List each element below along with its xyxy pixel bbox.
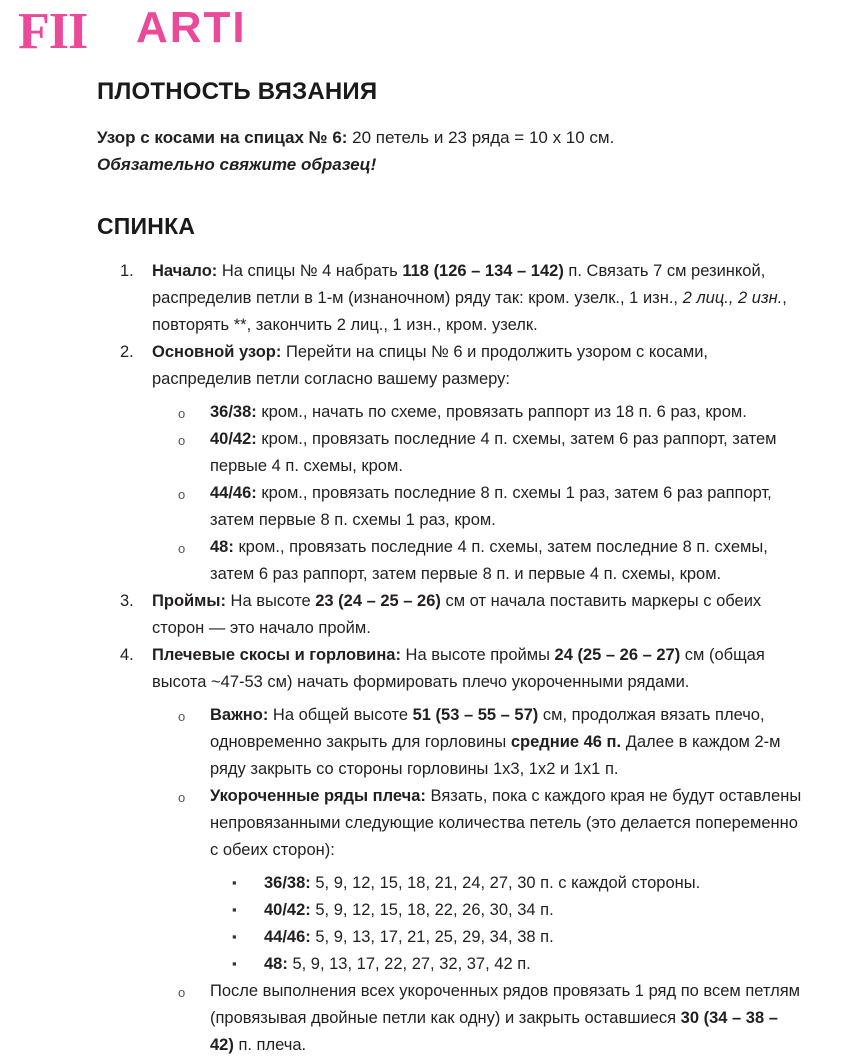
list-item-text: см, продолжая вязать плечо, одновременно закрыть для горловины	[210, 706, 765, 751]
list-item-text: На общей высоте	[268, 706, 413, 724]
logo-primary-text: FII	[18, 3, 88, 60]
circle-bullet-icon: o	[178, 433, 186, 448]
list-item-bold: средние 46 п.	[510, 733, 622, 751]
list-item	[232, 951, 804, 978]
circle-bullet-icon: o	[178, 985, 186, 1000]
circle-bullet-icon: o	[178, 541, 186, 556]
instructions-list	[0, 258, 849, 1059]
list-item-body	[152, 642, 800, 696]
size-values: 5, 9, 12, 15, 18, 21, 24, 27, 30 п. с каждой стороны.	[310, 874, 701, 892]
square-bullet-icon: ▪	[232, 875, 237, 890]
list-item-body	[210, 426, 802, 480]
list-item	[120, 588, 800, 642]
list-item-bold: 118 (126 – 134 – 142)	[402, 262, 564, 280]
list-item-body	[264, 897, 804, 924]
list-item-text: кром., провязать последние 4 п. схемы, затем 6 раз раппорт, затем первые 4 п. схемы, кром.	[210, 430, 777, 475]
list-item-body	[210, 978, 802, 1059]
list-item	[232, 870, 804, 897]
list-item-text: см от начала поставить маркеры с обеих сторон — это начало пройм.	[152, 592, 762, 637]
list-item-text: кром., провязать последние 4 п. схемы, затем последние 8 п. схемы, затем 6 раз раппорт, затем первые 8 п. и первые 4 п. схемы, кром.	[210, 538, 768, 583]
list-marker: 1.	[120, 262, 134, 280]
list-marker: 3.	[120, 592, 134, 610]
list-item	[178, 702, 802, 783]
gauge-value: 20 петель и 23 ряда = 10 x 10 см.	[347, 128, 615, 147]
list-item-text: кром., провязать последние 8 п. схемы 1 раз, затем 6 раз раппорт, затем первые 8 п. схемы 1 раз, кром.	[210, 484, 772, 529]
list-item-body	[152, 339, 800, 393]
list-item-body	[210, 534, 802, 588]
list-item-text: После выполнения всех укороченных рядов провязать 1 ряд по всем петлям (провязывая двойные петли как одну) и закрыть оставшиеся	[210, 982, 800, 1027]
list-item-text: На высоте проймы	[400, 646, 555, 664]
list-item-lead: 48:	[210, 538, 234, 556]
list-item	[178, 480, 802, 534]
list-item-body	[210, 480, 802, 534]
size-values: 5, 9, 13, 17, 21, 25, 29, 34, 38 п.	[310, 928, 554, 946]
list-item-text: п. Связать 7 см резинкой, распределив петли в 1-м (изнаночном) ряду так: кром. узелк., 1 изн.,	[152, 262, 766, 307]
list-item-bold: 23 (24 – 25 – 26)	[315, 592, 441, 610]
list-item-body	[152, 588, 800, 642]
list-item-text: Перейти на спицы № 6 и продолжить узором с косами, распределив петли согласно вашему размеру:	[152, 343, 708, 388]
list-item	[120, 642, 800, 696]
list-item	[232, 924, 804, 951]
list-item-bold: 51 (53 – 55 – 57)	[412, 706, 539, 724]
list-item-body	[210, 702, 802, 783]
list-item-lead: 44/46:	[210, 484, 257, 502]
list-item-text: Далее в каждом 2-м ряду закрыть со стороны горловины 1x3, 1x2 и 1x1 п.	[210, 733, 781, 778]
list-item	[232, 897, 804, 924]
back-heading: СПИНКА	[97, 213, 196, 239]
list-item-lead: Плечевые скосы и горловина:	[152, 646, 401, 664]
size-label: 36/38:	[264, 874, 311, 892]
gauge-lead: Узор с косами на спицах № 6:	[97, 128, 348, 147]
size-label: 48:	[264, 955, 288, 973]
list-item-lead: Основной узор:	[152, 343, 282, 361]
list-item-lead: Укороченные ряды плеча:	[210, 787, 426, 805]
circle-bullet-icon: o	[178, 790, 186, 805]
list-item-text: Вязать, пока с каждого края не будут оставлены непровязанными следующие количества петель (это делается попеременно с обеих сторон):	[210, 787, 802, 859]
list-item	[178, 426, 802, 480]
brand-logo	[18, 3, 248, 60]
list-item-bold: 24 (25 – 26 – 27)	[554, 646, 681, 664]
size-values: 5, 9, 12, 15, 18, 22, 26, 30, 34 п.	[310, 901, 554, 919]
list-item	[178, 783, 802, 864]
size-label: 40/42:	[264, 901, 311, 919]
list-item-text: кром., начать по схеме, провязать раппорт из 18 п. 6 раз, кром.	[256, 403, 747, 421]
list-item-text: На спицы № 4 набрать	[217, 262, 403, 280]
size-values: 5, 9, 13, 17, 22, 27, 32, 37, 42 п.	[287, 955, 531, 973]
list-item-bold: 30 (34 – 38 – 42)	[210, 1009, 778, 1054]
list-item-body	[210, 399, 802, 426]
list-item-body	[264, 870, 804, 897]
list-item-lead: Начало:	[152, 262, 218, 280]
list-item	[120, 258, 800, 339]
list-item-text: п. плеча.	[233, 1036, 307, 1054]
list-item-text: см (общая высота ~47-53 см) начать формировать плечо укороченными рядами.	[152, 646, 765, 691]
list-item-body	[152, 258, 800, 339]
list-item-body	[264, 924, 804, 951]
list-item-lead: Проймы:	[152, 592, 226, 610]
list-item-lead: 40/42:	[210, 430, 257, 448]
list-item-lead: Важно:	[210, 706, 269, 724]
logo-secondary-clip	[136, 3, 248, 52]
gauge-note: Обязательно свяжите образец!	[97, 155, 377, 174]
list-item-text: , повторять **, закончить 2 лиц., 1 изн., кром. узелк.	[152, 289, 787, 334]
list-item-lead: 36/38:	[210, 403, 257, 421]
circle-bullet-icon: o	[178, 487, 186, 502]
square-bullet-icon: ▪	[232, 956, 237, 971]
list-item	[178, 399, 802, 426]
circle-bullet-icon: o	[178, 406, 186, 421]
logo-secondary-text: ARTI	[136, 3, 247, 52]
list-item-body	[264, 951, 804, 978]
list-item	[178, 978, 802, 1059]
list-item	[178, 534, 802, 588]
gauge-heading: ПЛОТНОСТЬ ВЯЗАНИЯ	[97, 78, 378, 105]
list-marker: 2.	[120, 343, 134, 361]
circle-bullet-icon: o	[178, 709, 186, 724]
list-item-body	[210, 783, 802, 864]
list-marker: 4.	[120, 646, 134, 664]
list-item-text: На высоте	[225, 592, 316, 610]
square-bullet-icon: ▪	[232, 902, 237, 917]
square-bullet-icon: ▪	[232, 929, 237, 944]
size-label: 44/46:	[264, 928, 311, 946]
gauge-block	[97, 124, 787, 178]
list-item-italic: 2 лиц., 2 изн.	[682, 289, 783, 307]
list-item	[120, 339, 800, 393]
